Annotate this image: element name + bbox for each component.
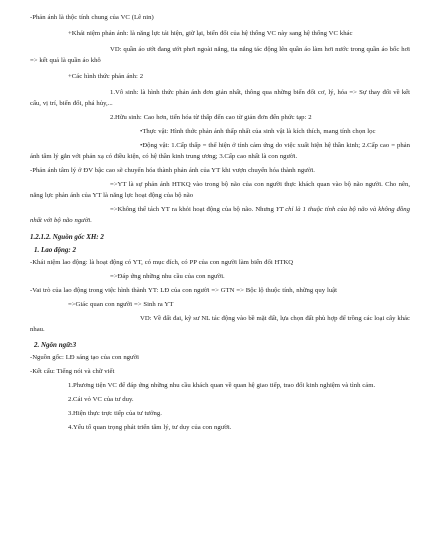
text-line: -Phản ánh tâm lý ở ĐV bậc cao sẽ chuyển hóa thành phản ánh của YT khi vượn chuyển hóa thành người. (30, 167, 315, 174)
text-line (30, 204, 410, 226)
text-line: 2.Cái vỏ VC của tư duy. (68, 396, 134, 403)
text-line: VD: Về đất đai, kỹ sư NL tác động vào bề mặt đất, lựa chọn đất phù hợp để trồng các loại cây khác nhau. (30, 315, 410, 333)
text-line: 4.Yếu tố quan trọng phát triển tâm lý, tư duy của con người. (68, 424, 232, 431)
text-line: •Thực vật: Hình thức phản ánh thấp nhất của sinh vật là kích thích, mang tính chọn lọc (140, 128, 376, 135)
document-page (30, 12, 410, 433)
text-line: =>Giác quan con người => Sinh ra YT (68, 301, 174, 308)
text-line: =>YT là sự phản ánh HTKQ vào trong bộ não của con người thực khách quan vào bộ não người. Cho nên, năng lực phản ánh của YT là năng lực hoạt động của bộ não (30, 181, 410, 199)
text-line: •Động vật: 1.Cấp thấp = thể hiện ở tính cảm ứng do việc xuất hiện hệ thần kinh; 2.Cấp cao = phản ánh tâm lý gắn với phản xạ có điều kiện, có hệ thần kinh trung ương; 3.Cấp cao nhất là con người. (30, 142, 410, 160)
text-line: VD: quần áo ướt đang ướt phơi ngoài nắng, tia nắng tác động lên quần áo làm hơi nước trong quần áo bốc hơi => kết quả là quần áo khô (30, 46, 410, 64)
text-line: 1.Vô sinh: là hình thức phản ánh đơn giản nhất, thông qua những biến đổi cơ, lý, hóa => Sự thay đổi về kết cấu, vị trí, biến đổi, phá hủy,... (30, 89, 410, 107)
text-line: -Vai trò của lao động trong việc hình thành YT: LĐ của con người => GTN => Bộc lộ thuộc tính, những quy luật (30, 287, 337, 294)
text-line: -Nguồn gốc: LĐ sáng tạo của con người (30, 354, 140, 361)
section-heading: 1.2.1.2. Nguồn gốc XH: 2 (30, 233, 104, 241)
text-line: +Khái niệm phản ánh: là năng lực tái hiện, giữ lại, biến đổi của hệ thống VC này sang hệ thống VC khác (68, 30, 353, 37)
text-line: -Kết cấu: Tiếng nói và chữ viết (30, 368, 115, 375)
subsection-heading: 1. Lao động: 2 (34, 246, 76, 254)
text-span: =>Không thể tách YT ra khỏi hoạt động của bộ não. Nhưng (110, 206, 276, 213)
text-line: -Phản ánh là thộc tính chung của VC (Lê nin) (30, 14, 154, 21)
text-line: 1.Phương tiện VC để đáp ứng những nhu cầu khách quan về quan hệ giao tiếp, trao đổi kinh nghiệm và tình cảm. (68, 382, 376, 389)
text-line: 2.Hữu sinh: Cao hơn, tiến hóa từ thấp đến cao từ giản đơn đến phức tạp: 2 (110, 114, 312, 121)
text-line: 3.Hiện thực trực tiếp của tư tưởng. (68, 410, 162, 417)
subsection-heading: 2. Ngôn ngữ:3 (34, 341, 77, 349)
text-line: =>Đáp ứng những nhu cầu của con người. (110, 273, 225, 280)
text-line: +Các hình thức phản ánh: 2 (68, 73, 144, 80)
text-line: -Khái niệm lao động: là hoạt động có YT, có mục đích, có PP của con người làm biến đổi HTKQ (30, 259, 294, 266)
italic-text-span: YT chỉ là 1 thuộc tính của bộ não và không đồng nhất với bộ não người. (30, 206, 410, 224)
